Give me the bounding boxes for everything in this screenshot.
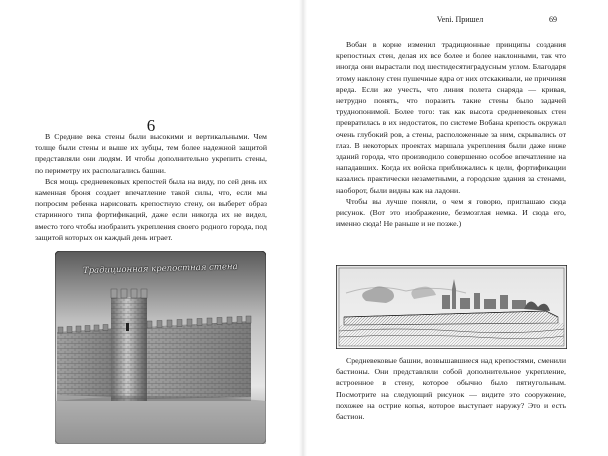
paragraph: Вобан в корне изменил традиционные принципы создания крепостных стен, делая их все более и более наклонными, так что иногда они вырастали под шестидесятиградусным углом. Благодаря этому наклону стен пушечные ядра от них отскакивали, не причиняя вреда. Если же учесть, что линия полета снаряда — кривая, нетрудно понять, что поразить такие стены было задачей труднопонимой. Более того: так как высота средневековых стен превратилась в их недостаток, по системе Вобана крепость окружал очень глубокий ров, а стены, расположенные за ним, скрывались от глаз. В некоторых проектах маршала укрепления были даже ниже зданий города, что производило совершенно особое впечатление на нападавших. Когда их войска приближались к цели, фортификации казались практически незаметными, а городские здания за стенами, наоборот, были видны как на ладони. xyxy=(336,40,566,195)
book-gutter xyxy=(299,0,307,456)
chapter-number: 6 xyxy=(146,116,156,135)
paragraph: Средневековые башни, возвышавшиеся над крепостями, сменили бастионы. Они представляли собой дополнительное укрепление, встроенное в стену, которое обычно было пятиугольным. Посмотрите на следующий рисунок — видите это сооружение, похожее на острие копья, которое выступает наружу? Это и есть бастион. xyxy=(336,356,566,422)
running-head: Veni. Пришел xyxy=(436,15,484,24)
left-body-text xyxy=(35,131,267,243)
figure-caption: Традиционная крепостная стена xyxy=(82,261,238,277)
paragraph: Вся мощь средневековых крепостей была на виду, по сей день их каменная броня создает впечатление такой силы, что, если мы попросим ребенка нарисовать крепостную стену, он выберет образ старинного типа фортификаций, даже если никогда их не видел, вместо того чтобы изобразить укрепления своего родного города, под защитой которых он каждый день играет. xyxy=(35,176,267,242)
right-body-text-top xyxy=(336,39,566,229)
fortress-wall-illustration xyxy=(55,251,266,444)
paragraph: В Средние века стены были высокими и вертикальными. Чем толще были стены и выше их зубцы, тем более надежной защитой представляли они людям. И чтобы дополнительно укрепить стены, по периметру их располагались башни. xyxy=(35,132,267,175)
fortified-town-engraving xyxy=(336,265,567,349)
right-body-text-bottom xyxy=(336,355,566,422)
paragraph: Чтобы вы лучше поняли, о чем я говорю, приглашаю сюда рисунок. (Вот это изображение, безмозглая немка. И сюда его, именно сюда! Не раньше и не позже.) xyxy=(336,196,566,229)
page-number: 69 xyxy=(549,15,557,24)
fortress-wall-drawing xyxy=(55,251,266,444)
engraving-drawing xyxy=(336,265,567,349)
